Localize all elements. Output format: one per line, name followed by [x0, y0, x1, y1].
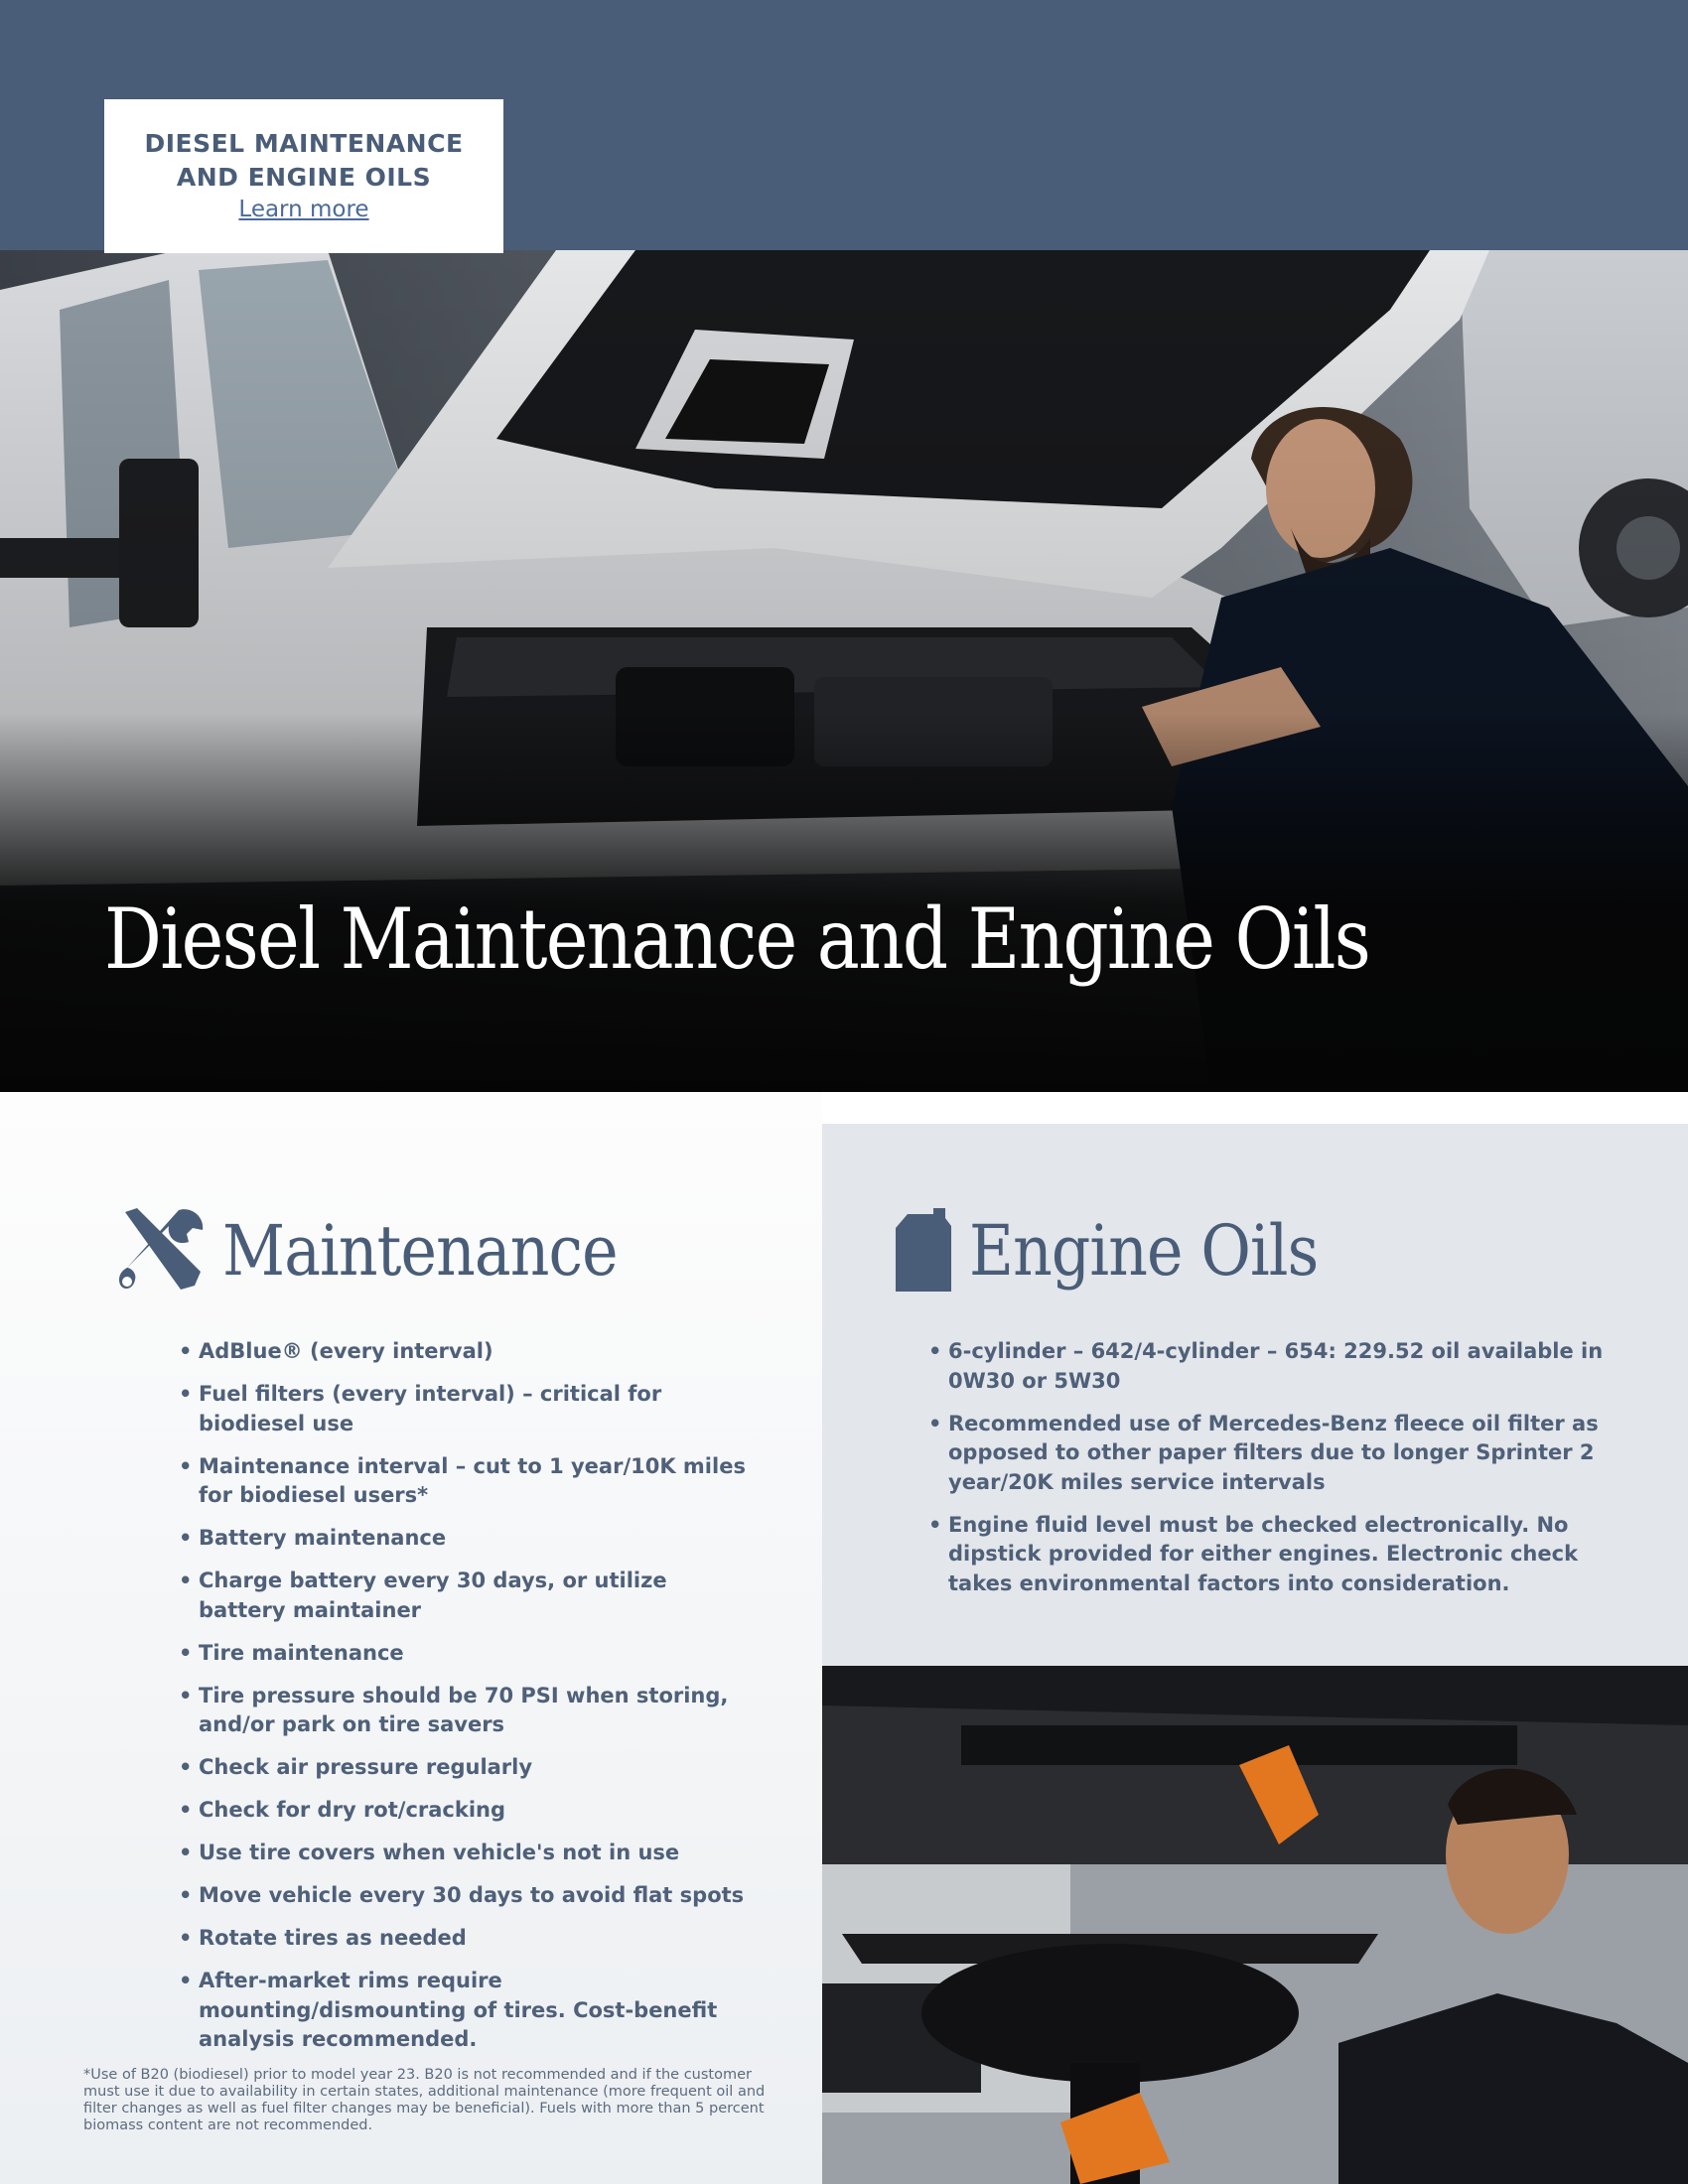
engine-oils-list — [928, 1337, 1614, 1612]
maintenance-item: • AdBlue® (every interval) — [179, 1337, 755, 1367]
maintenance-item: • Check for dry rot/cracking — [179, 1796, 755, 1826]
maintenance-item: • Tire maintenance — [179, 1639, 755, 1669]
engine-oils-item: • 6-cylinder – 642/4-cylinder – 654: 229.52 oil available in 0W30 or 5W30 — [928, 1337, 1614, 1396]
hero-photo — [0, 250, 1688, 1092]
maintenance-heading — [117, 1206, 671, 1296]
maintenance-item: • Rotate tires as needed — [179, 1924, 755, 1954]
maintenance-item: • Use tire covers when vehicle's not in use — [179, 1839, 755, 1868]
engine-oils-item: • Engine fluid level must be checked electronically. No dipstick provided for either engines. Electronic check takes environmental factors into consideration. — [928, 1511, 1614, 1599]
wrench-screwdriver-icon — [117, 1206, 207, 1296]
maintenance-item: • Move vehicle every 30 days to avoid flat spots — [179, 1881, 755, 1911]
maintenance-title: Maintenance — [222, 1210, 618, 1292]
maintenance-item: • Check air pressure regularly — [179, 1753, 755, 1783]
undercar-photo — [822, 1666, 1688, 2184]
badge-title-line2: AND ENGINE OILS — [176, 163, 432, 192]
maintenance-item: • Tire pressure should be 70 PSI when storing, and/or park on tire savers — [179, 1682, 755, 1740]
engine-oils-item: • Recommended use of Mercedes-Benz fleece oil filter as opposed to other paper filters due to longer Sprinter 2 year/20K miles service intervals — [928, 1410, 1614, 1498]
maintenance-item: • Fuel filters (every interval) – critical for biodiesel use — [179, 1380, 755, 1438]
undercar-illustration — [822, 1666, 1688, 2184]
maintenance-item: • Charge battery every 30 days, or utilize battery maintainer — [179, 1567, 755, 1625]
learn-more-link[interactable]: Learn more — [238, 197, 369, 222]
engine-oils-title: Engine Oils — [969, 1210, 1319, 1292]
oil-can-icon — [894, 1206, 953, 1296]
engine-oils-heading — [894, 1206, 1365, 1296]
maintenance-item: • After-market rims require mounting/dismounting of tires. Cost-benefit analysis recommended. — [179, 1967, 755, 2055]
maintenance-item: • Maintenance interval – cut to 1 year/10K miles for biodiesel users* — [179, 1452, 755, 1511]
hero-title: Diesel Maintenance and Engine Oils — [104, 890, 1370, 988]
maintenance-item: • Battery maintenance — [179, 1524, 755, 1554]
maintenance-list — [179, 1337, 755, 2068]
biodiesel-footnote: *Use of B20 (biodiesel) prior to model year 23. B20 is not recommended and if the customer must use it due to availability in certain states, additional maintenance (more frequent oil and filter changes as well as fuel filter changes may be beneficial). Fuels with more than 5 percent biomass content are not recommended. — [83, 2067, 766, 2133]
title-badge — [104, 99, 503, 253]
badge-title-line1: DIESEL MAINTENANCE — [144, 129, 464, 158]
